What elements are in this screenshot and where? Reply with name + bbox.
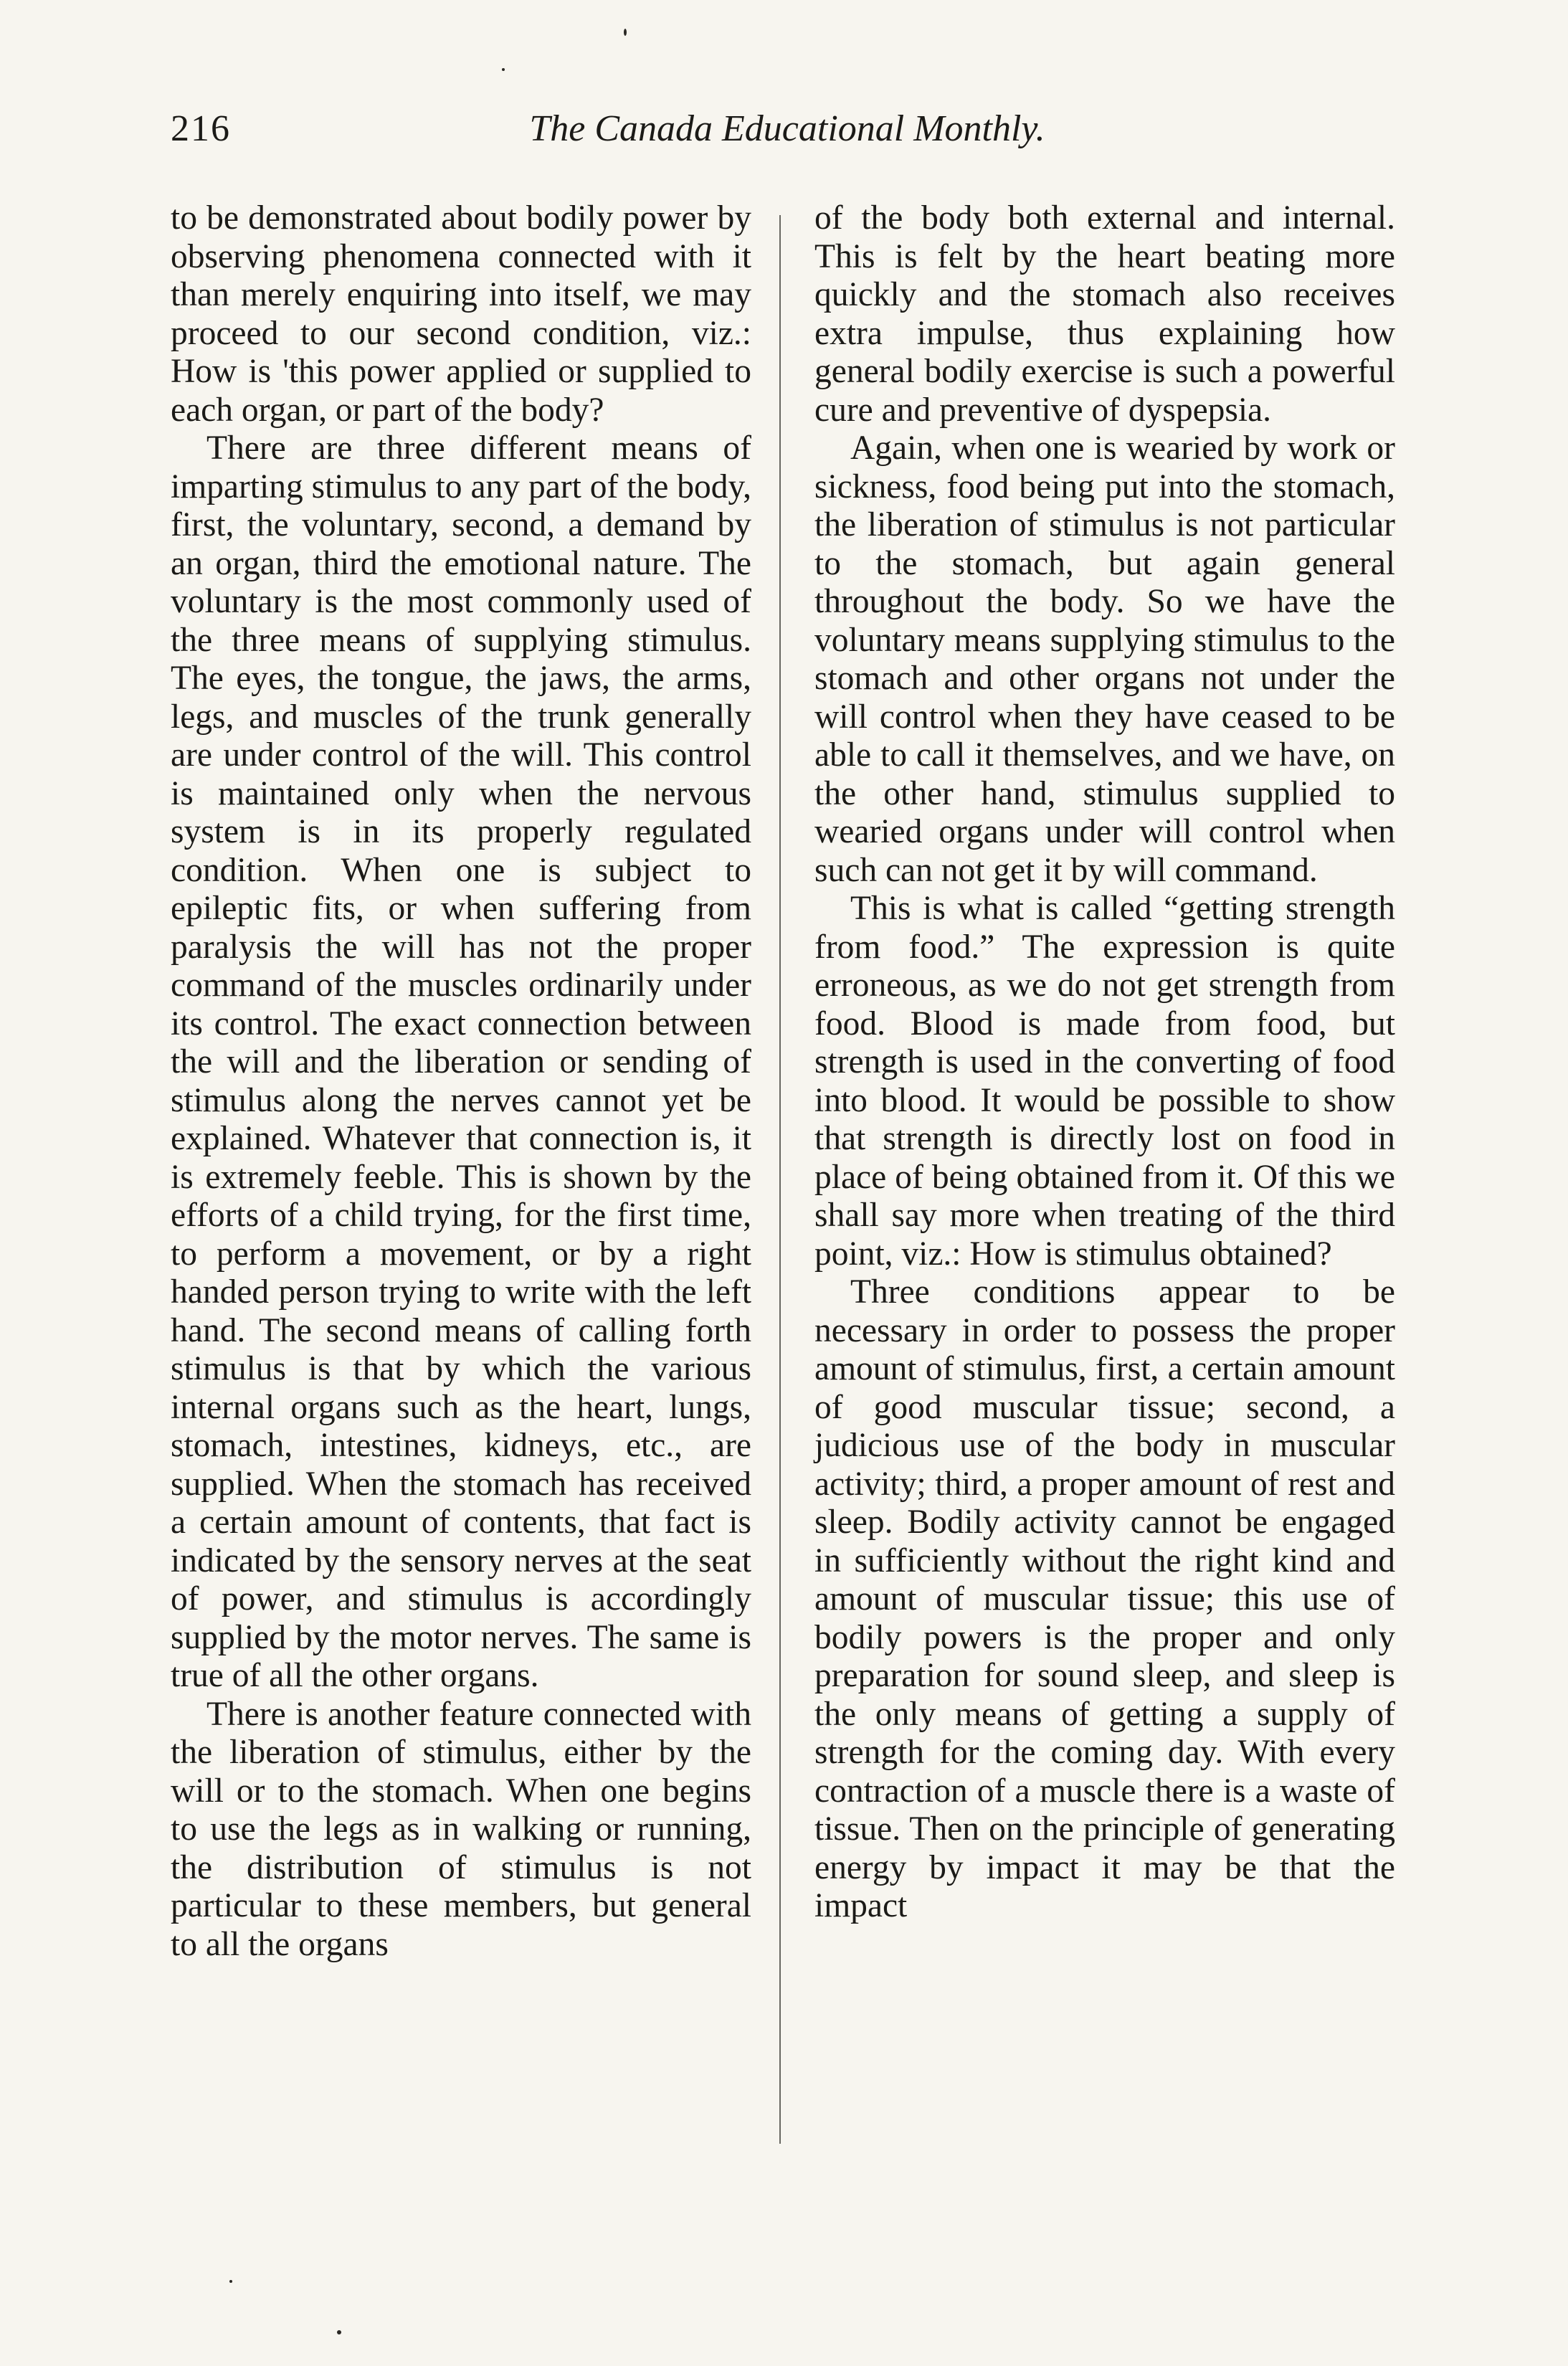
paragraph: of the body both external and internal. This is felt by the heart beating more quickly and the stomach also receives extra impulse, thus explaining how general bodily exercise is such a powerful cure and preventive of dyspepsia. [814, 199, 1395, 429]
column-divider [779, 215, 781, 2144]
paragraph: to be demonstrated about bodily power by observing phenomena connected with it than merely enquiring into itself, we may proceed to our second condition, viz.: How is 'this power applied or supplied to each organ, or part of the body? [171, 199, 751, 429]
scan-speck [337, 2330, 341, 2334]
paragraph: Again, when one is wearied by work or sickness, food being put into the stomach, the liberation of stimulus is not particular to the stomach, but again general throughout the body. So we have the voluntary means supplying stimulus to the stomach and other organs not under the will control when they have ceased to be able to call it themselves, and we have, on the other hand, stimulus supplied to wearied organs under will control when such can not get it by will command. [814, 429, 1395, 889]
scan-speck [229, 2280, 232, 2283]
paragraph: This is what is called “getting strength from food.” The expression is quite erroneous, as we do not get strength from food. Blood is made from food, but strength is used in the converting of food into blood. It would be possible to show that strength is directly lost on food in place of being obtained from it. Of this we shall say more when treating of the third point, viz.: How is stimulus obtained? [814, 890, 1395, 1273]
right-column [814, 199, 1395, 1926]
paragraph: Three conditions appear to be necessary in order to possess the proper amount of stimulus, first, a certain amount of good muscular tissue; second, a judicious use of the body in muscular activity; third, a proper amount of rest and sleep. Bodily activity cannot be engaged in sufficiently without the right kind and amount of muscular tissue; this use of bodily powers is the proper and only preparation for sound sleep, and sleep is the only means of getting a supply of strength for the coming day. With every contraction of a muscle there is a waste of tissue. Then on the principle of generating energy by impact it may be that the impact [814, 1273, 1395, 1924]
scan-speck [502, 68, 505, 71]
paragraph: There is another feature connected with the liberation of stimulus, either by the will or to the stomach. When one begins to use the legs as in walking or running, the distribution of stimulus is not particular to these members, but general to all the organs [171, 1695, 751, 1963]
page-header [171, 108, 1404, 165]
page-number: 216 [171, 108, 231, 149]
scan-speck [624, 29, 627, 36]
paragraph: There are three different means of imparting stimulus to any part of the body, first, the voluntary, second, a demand by an organ, third the emotional nature. The voluntary is the most commonly used of the three means of supplying stimulus. The eyes, the tongue, the jaws, the arms, legs, and muscles of the trunk generally are under control of the will. This control is maintained only when the nervous system is in its properly regulated condition. When one is subject to epileptic fits, or when suffering from paralysis the will has not the proper command of the muscles ordinarily under its control. The exact connection between the will and the liberation or sending of stimulus along the nerves cannot yet be explained. Whatever that connection is, it is extremely feeble. This is shown by the efforts of a child trying, for the first time, to perform a movement, or by a right handed person trying to write with the left hand. The second means of calling forth stimulus is that by which the various internal organs such as the heart, lungs, stomach, intestines, kidneys, etc., are supplied. When the stomach has received a certain amount of contents, that fact is indicated by the sensory nerves at the seat of power, and stimulus is accordingly supplied by the motor nerves. The same is true of all the other organs. [171, 429, 751, 1694]
running-title: The Canada Educational Monthly. [529, 108, 1045, 149]
left-column [171, 199, 751, 1964]
